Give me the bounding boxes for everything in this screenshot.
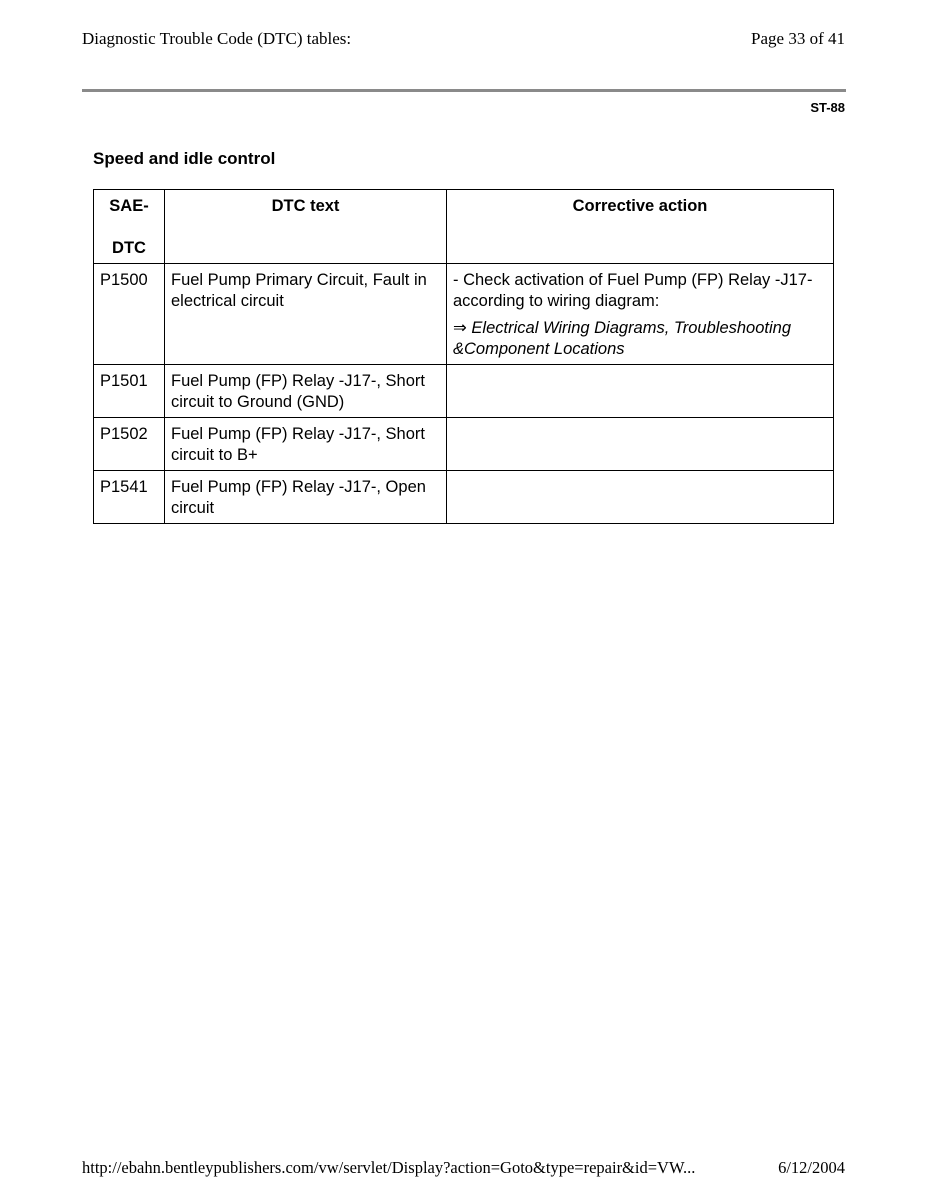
source-url: http://ebahn.bentleypublishers.com/vw/servlet/Display?action=Goto&type=repair&id=VW... xyxy=(82,1158,696,1177)
dtc-code: P1541 xyxy=(94,471,165,524)
dtc-text: Fuel Pump (FP) Relay -J17-, Short circuit to Ground (GND) xyxy=(165,365,447,418)
wiring-diagram-reference[interactable] xyxy=(453,318,827,360)
table-row xyxy=(94,418,834,471)
document-title: Diagnostic Trouble Code (DTC) tables: xyxy=(82,29,352,48)
dtc-table xyxy=(93,189,834,524)
dtc-text: Fuel Pump (FP) Relay -J17-, Short circuit to B+ xyxy=(165,418,447,471)
corrective-action xyxy=(447,471,834,524)
dtc-text: Fuel Pump (FP) Relay -J17-, Open circuit xyxy=(165,471,447,524)
print-date: 6/12/2004 xyxy=(778,1158,845,1177)
document-code: ST-88 xyxy=(810,100,845,115)
table-row xyxy=(94,365,834,418)
dtc-code: P1500 xyxy=(94,264,165,365)
section-title: Speed and idle control xyxy=(93,149,276,168)
corrective-action xyxy=(447,418,834,471)
table-row xyxy=(94,264,834,365)
dtc-code: P1502 xyxy=(94,418,165,471)
header-divider xyxy=(82,89,846,92)
page-number: Page 33 of 41 xyxy=(751,29,845,48)
arrow-right-icon: ⇒ xyxy=(453,319,467,337)
corrective-action-text: - Check activation of Fuel Pump (FP) Relay -J17- according to wiring diagram: xyxy=(453,271,813,310)
dtc-code: P1501 xyxy=(94,365,165,418)
corrective-action xyxy=(447,264,834,365)
corrective-action xyxy=(447,365,834,418)
table-row xyxy=(94,471,834,524)
header-dtc-text: DTC text xyxy=(165,190,447,264)
header-corrective-action: Corrective action xyxy=(447,190,834,264)
header-sae-dtc: SAE- DTC xyxy=(94,190,165,264)
reference-link-text[interactable]: Electrical Wiring Diagrams, Troubleshooting &Component Locations xyxy=(453,319,792,358)
dtc-text: Fuel Pump Primary Circuit, Fault in electrical circuit xyxy=(165,264,447,365)
table-header-row xyxy=(94,190,834,264)
